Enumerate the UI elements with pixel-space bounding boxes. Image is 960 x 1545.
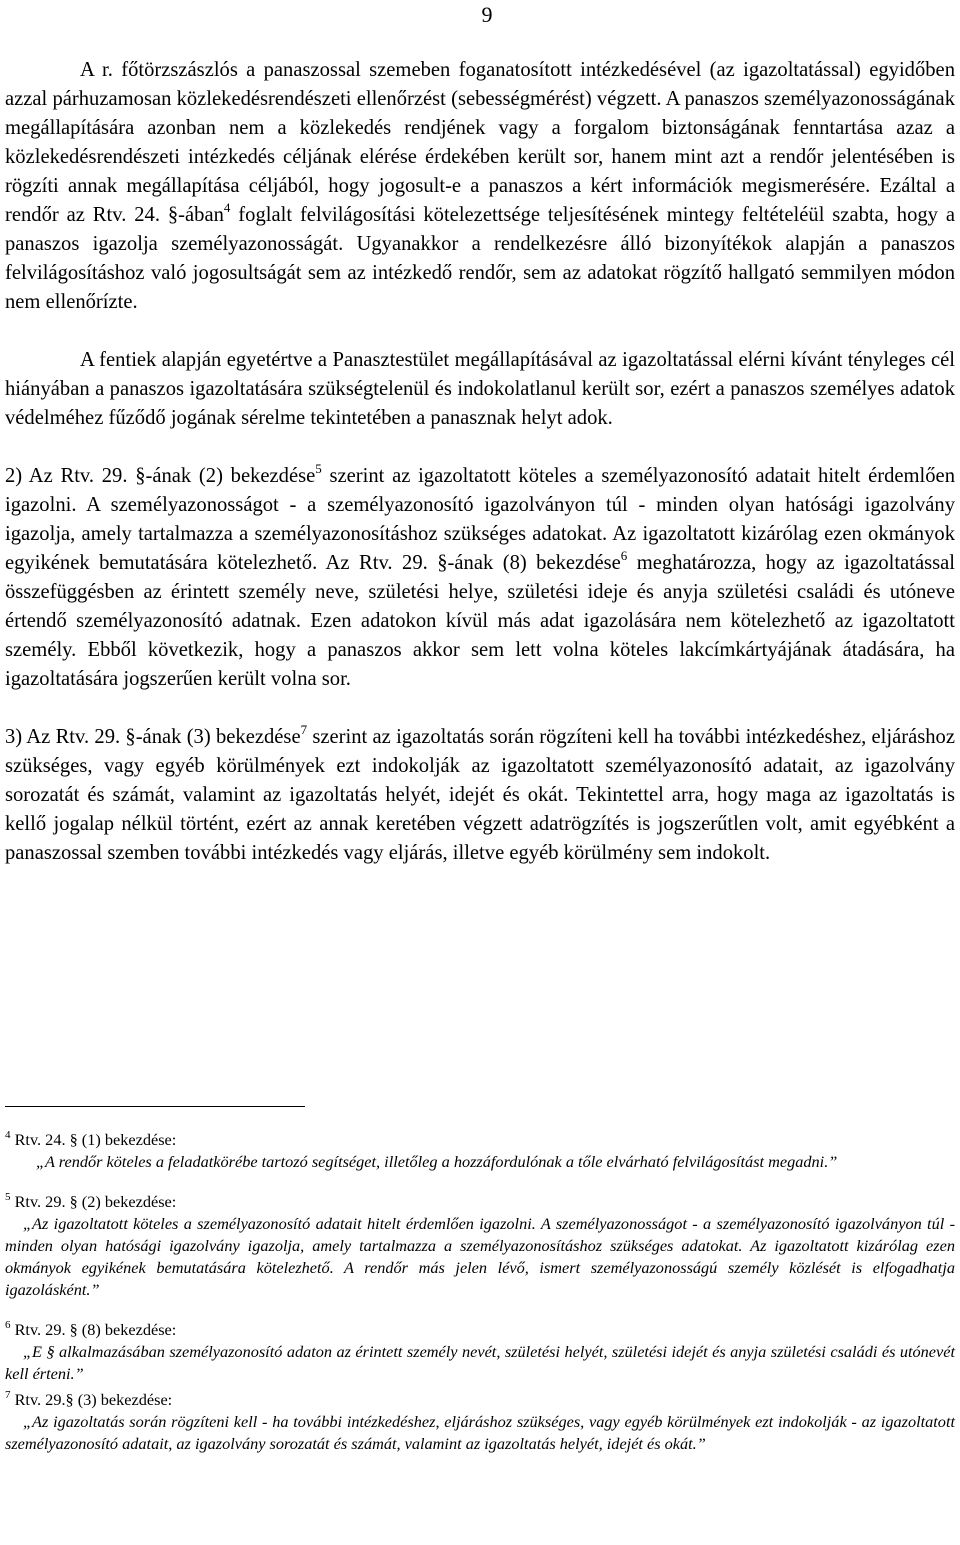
footnote-heading-text: Rtv. 29. § (8) bekezdése: bbox=[10, 1320, 177, 1339]
footnote-number: 7 bbox=[5, 1388, 11, 1401]
paragraph-4 bbox=[5, 723, 955, 868]
paragraph-1 bbox=[5, 56, 955, 317]
footnote-ref-7[interactable]: 7 bbox=[300, 722, 308, 738]
footnote-4 bbox=[5, 1129, 955, 1173]
footnote-quote: „E § alkalmazásában személyazonosító adaton az érintett személy nevét, születési helyét, születési idejét és anyja születési családi és utónevét kell érteni.” bbox=[5, 1342, 955, 1383]
paragraph-3 bbox=[5, 462, 955, 694]
footnote-7 bbox=[5, 1389, 955, 1455]
footnote-5 bbox=[5, 1191, 955, 1301]
paragraph-1-text-a: A r. főtörzszászlós a panaszossal szemeben foganatosított intézkedésével (az igazoltatással) egyidőben azzal párhuzamosan közlekedésrendészeti ellenőrzést (sebességmérést) végzett. A panaszos személyazonosságának megállapítására azonban nem a közlekedés rendjének vagy a forgalom biztonságának fenntartása azaz a közlekedésrendészeti intézkedés céljának elérése érdekében került sor, hanem mint azt a rendőr jelentésében is rögzíti annak megállapítása céljából, hogy jogosult-e a panaszos a kért információk megismerésére. Ezáltal a rendőr az Rtv. 24. §-ában bbox=[5, 59, 955, 226]
footnote-heading-text: Rtv. 29.§ (3) bekezdése: bbox=[10, 1390, 173, 1409]
footnote-heading bbox=[5, 1191, 955, 1213]
footnote-heading-text: Rtv. 24. § (1) bekezdése: bbox=[10, 1130, 177, 1149]
footnote-quote: „Az igazoltatott köteles a személyazonosító adatait hitelt érdemlően igazolni. A személyazonosságot - a személyazonosító igazolványon túl - minden olyan hatósági igazolvány igazolja, amely tartalmazza a személyazonosításhoz szükséges adatokat. Az igazoltatott kizárólag ezen okmányok egyikének bemutatására kötelezhető. A rendőr más jelen lévő, ismert személyazonosságú személy közlését is elfogadhatja igazolásként.” bbox=[5, 1214, 955, 1299]
footnote-heading bbox=[5, 1129, 955, 1151]
footnote-heading bbox=[5, 1319, 955, 1341]
paragraph-3-text-a: 2) Az Rtv. 29. §-ának (2) bekezdése bbox=[5, 465, 316, 487]
paragraph-2 bbox=[5, 346, 955, 433]
paragraph-4-text-b: szerint az igazoltatás során rögzíteni kell ha további intézkedéshez, eljáráshoz szükséges, vagy egyéb körülmények ezt indokolják az igazoltatott személyazonosító adatait, az igazolvány sorozatát és számát, valamint az igazoltatás helyét, idejét és okát. Tekintettel arra, hogy maga az igazoltatás is kellő jogalap nélkül történt, ezért az annak keretében végzett adatrögzítés is jogszerűtlen volt, amit egyébként a panaszossal szemben további intézkedés vagy eljárás, illetve egyéb körülmény sem indokolt. bbox=[5, 726, 955, 864]
footnote-ref-5[interactable]: 5 bbox=[315, 461, 322, 477]
footnote-heading bbox=[5, 1389, 955, 1411]
footnote-ref-6[interactable]: 6 bbox=[620, 548, 628, 564]
page-number: 9 bbox=[481, 2, 493, 27]
main-text bbox=[5, 56, 955, 868]
footnote-number: 5 bbox=[5, 1190, 11, 1203]
paragraph-2-text: A fentiek alapján egyetértve a Panasztestület megállapításával az igazoltatással elérni kívánt tényleges cél hiányában a panaszos igazoltatására szükségtelenül és indokolatlanul került sor, ezért a panaszos személyes adatok védelméhez fűződő jogának sérelme tekintetében a panasznak helyt adok. bbox=[5, 349, 955, 429]
footnote-quote: „A rendőr köteles a feladatkörébe tartozó segítséget, illetőleg a hozzáfordulónak a tőle elvárható felvilágosítást megadni.” bbox=[36, 1152, 838, 1171]
paragraph-3-text-b: szerint az igazoltatott köteles a személyazonosító adatait hitelt érdemlően igazolni. A személyazonosságot - a személyazonosító igazolványon túl - minden olyan hatósági igazolvány igazolja, amely tartalmazza a személyazonosításhoz szükséges adatokat. Az igazoltatott kizárólag ezen okmányok egyikének bemutatására kötelezhető. Az Rtv. 29. §-ának (8) bekezdése bbox=[5, 465, 955, 574]
footnote-separator bbox=[5, 1106, 305, 1107]
footnote-number: 4 bbox=[5, 1128, 11, 1141]
footnotes bbox=[5, 1129, 955, 1455]
footnote-heading-text: Rtv. 29. § (2) bekezdése: bbox=[10, 1192, 177, 1211]
footnote-quote: „Az igazoltatás során rögzíteni kell - ha további intézkedéshez, eljáráshoz szükséges, vagy egyéb körülmények ezt indokolják - az igazoltatott személyazonosító adatait, az igazolvány sorozatát és számát, valamint az igazoltatás helyét, idejét és okát.” bbox=[5, 1412, 955, 1453]
paragraph-4-text-a: 3) Az Rtv. 29. §-ának (3) bekezdése bbox=[5, 726, 301, 748]
footnote-number: 6 bbox=[5, 1318, 11, 1331]
paragraph-1-text-b: foglalt felvilágosítási kötelezettsége teljesítésének mintegy feltételéül szabta, hogy a panaszos igazolja személyazonosságát. Ugyanakkor a rendelkezésre álló bizonyítékok alapján a panaszos felvilágosításhoz való jogosultságát sem az intézkedő rendőr, sem az adatokat rögzítő hallgató semmilyen módon nem ellenőrízte. bbox=[5, 204, 955, 313]
footnote-6 bbox=[5, 1319, 955, 1385]
paragraph-3-text-c: meghatározza, hogy az igazoltatással összefüggésben az érintett személy neve, születési helye, születési ideje és anyja születési családi és utóneve értendő személyazonosító adatnak. Ezen adatokon kívül más adat igazolására nem kötelezhető az igazoltatott személy. Ebből következik, hogy a panaszos akkor sem lett volna köteles lakcímkártyájának átadására, ha igazoltatására jogszerűen került volna sor. bbox=[5, 552, 955, 690]
footnote-ref-4[interactable]: 4 bbox=[223, 200, 231, 216]
